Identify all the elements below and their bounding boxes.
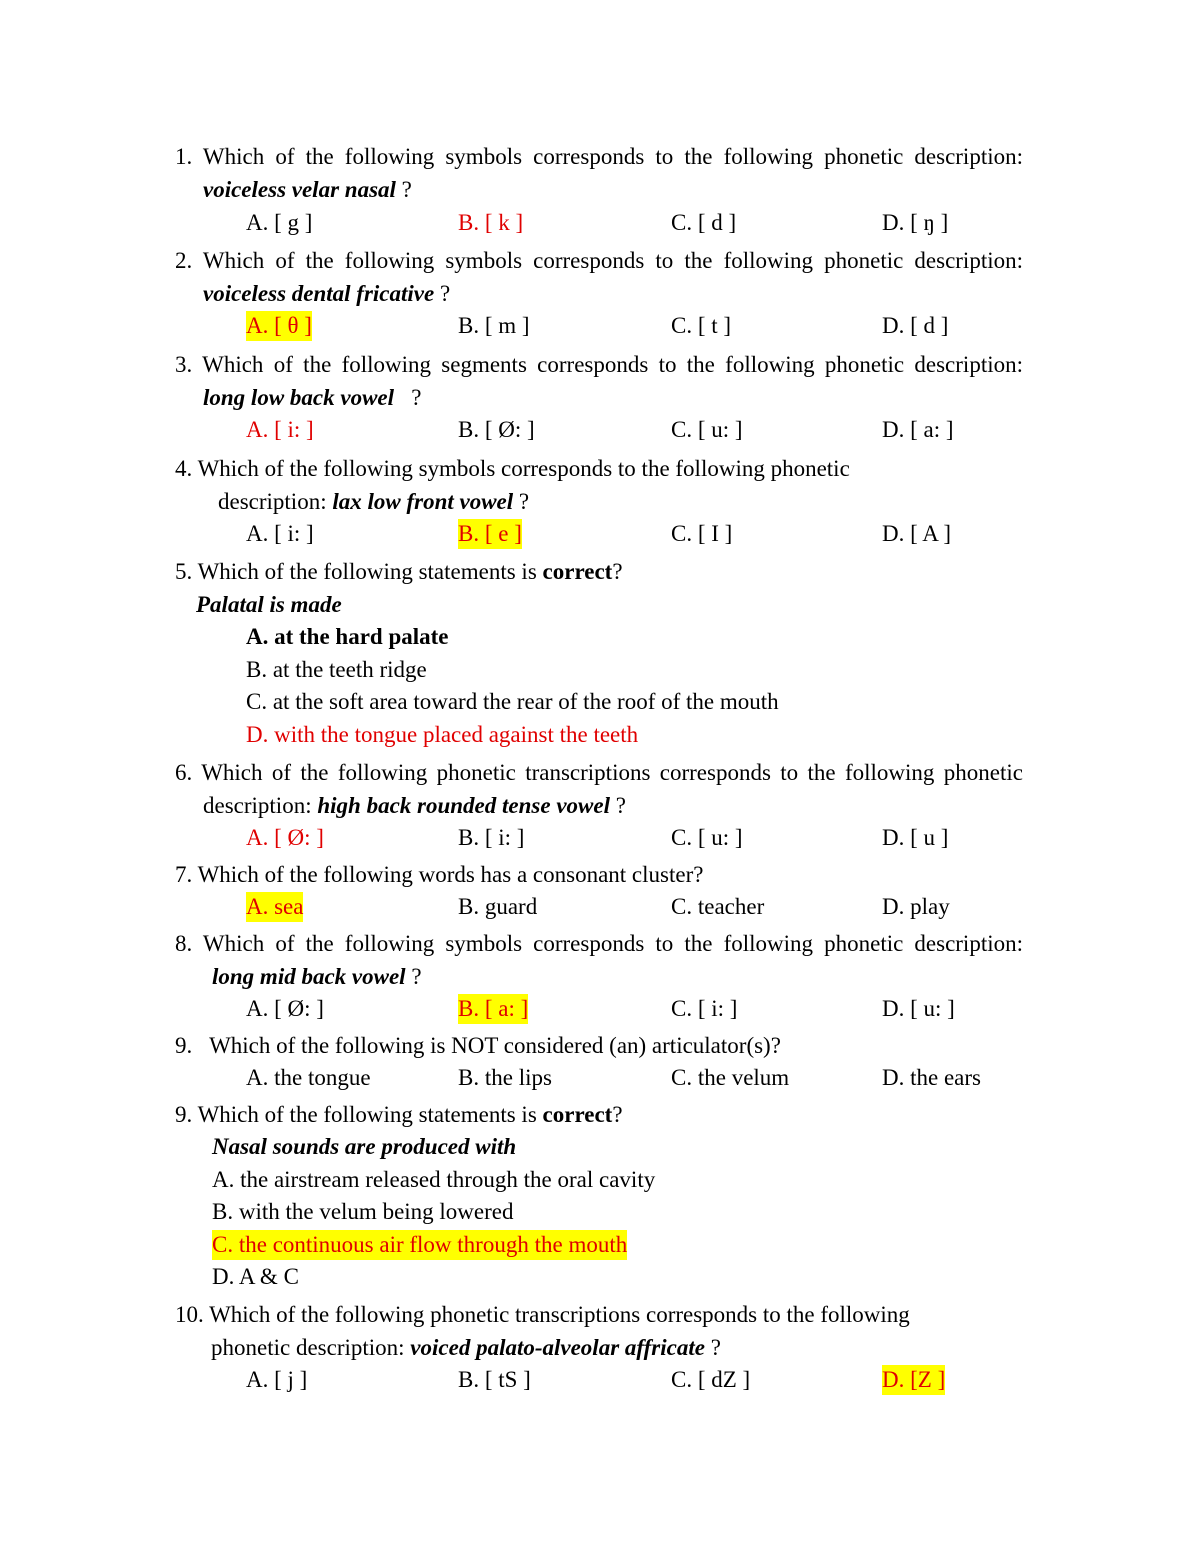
question-7-option-d: D. play [882, 894, 950, 919]
question-10-option-b: B. [ tS ] [458, 1367, 531, 1392]
question-4-stem: 4. Which of the following symbols corresponds to the following phonetic [175, 456, 850, 481]
question-5-choice-a: A. at the hard palate [246, 624, 449, 649]
question-9b-choice-c: C. the continuous air flow through the mouth [212, 1230, 627, 1260]
question-1-option-a: A. [ g ] [246, 210, 313, 235]
question-9-option-b: B. the lips [458, 1065, 552, 1090]
question-9-option-d: D. the ears [882, 1065, 981, 1090]
question-9b-choice-a: A. the airstream released through the oral cavity [212, 1167, 656, 1192]
question-6-option-a: A. [ Ø: ] [246, 825, 324, 850]
question-3-option-c: C. [ u: ] [671, 417, 743, 442]
question-2-option-d: D. [ d ] [882, 313, 949, 338]
question-6-option-d: D. [ u ] [882, 825, 949, 850]
question-8-option-d: D. [ u: ] [882, 996, 955, 1021]
question-5-stem: 5. Which of the following statements is correct? [175, 559, 623, 584]
question-4-option-c: C. [ I ] [671, 521, 733, 546]
question-3-option-a: A. [ i: ] [246, 417, 314, 442]
question-4-option-a: A. [ i: ] [246, 521, 314, 546]
question-4-option-d: D. [ A ] [882, 521, 951, 546]
question-8-option-c: C. [ i: ] [671, 996, 738, 1021]
question-10-option-c: C. [ dZ ] [671, 1367, 751, 1392]
question-6-description: description: high back rounded tense vowel ? [203, 793, 626, 818]
question-9b-choice-b: B. with the velum being lowered [212, 1199, 514, 1224]
question-1-description: voiceless velar nasal ? [203, 177, 412, 202]
question-7-option-c: C. teacher [671, 894, 765, 919]
question-7-option-a: A. sea [246, 892, 303, 922]
question-6-option-c: C. [ u: ] [671, 825, 743, 850]
question-1-option-b: B. [ k ] [458, 210, 524, 235]
question-8-option-b: B. [ a: ] [458, 994, 528, 1024]
question-2-option-c: C. [ t ] [671, 313, 732, 338]
question-7-option-b: B. guard [458, 894, 538, 919]
question-9-option-c: C. the velum [671, 1065, 790, 1090]
question-1-option-c: C. [ d ] [671, 210, 737, 235]
question-8-description: long mid back vowel ? [212, 964, 422, 989]
question-2-stem: 2. Which of the following symbols corresponds to the following phonetic description: [175, 248, 1023, 273]
question-8-stem: 8. Which of the following symbols corresponds to the following phonetic description: [175, 931, 1023, 956]
question-9-option-a: A. the tongue [246, 1065, 371, 1090]
question-1-option-d: D. [ ŋ ] [882, 210, 949, 235]
question-1-stem: 1. Which of the following symbols corresponds to the following phonetic description: [175, 144, 1023, 169]
question-10-option-a: A. [ j ] [246, 1367, 308, 1392]
question-7-stem: 7. Which of the following words has a consonant cluster? [175, 862, 704, 887]
question-8-option-a: A. [ Ø: ] [246, 996, 324, 1021]
question-2-option-b: B. [ m ] [458, 313, 530, 338]
question-6-option-b: B. [ i: ] [458, 825, 525, 850]
question-4-option-b: B. [ e ] [458, 519, 522, 549]
question-5-choice-d: D. with the tongue placed against the teeth [246, 722, 639, 747]
question-5-lead: Palatal is made [196, 592, 342, 617]
question-9b-stem: 9. Which of the following statements is correct? [175, 1102, 623, 1127]
question-5-choice-b: B. at the teeth ridge [246, 657, 427, 682]
question-10-description: phonetic description: voiced palato-alveolar affricate ? [211, 1335, 721, 1360]
question-9b-choice-d: D. A & C [212, 1264, 299, 1289]
question-2-option-a: A. [ θ ] [246, 311, 312, 341]
question-4-description: description: lax low front vowel ? [218, 489, 530, 514]
question-10-stem: 10. Which of the following phonetic transcriptions corresponds to the following [175, 1302, 910, 1327]
question-3-option-b: B. [ Ø: ] [458, 417, 535, 442]
question-9-stem: 9. Which of the following is NOT considered (an) articulator(s)? [175, 1033, 781, 1058]
question-3-description: long low back vowel ? [203, 385, 422, 410]
question-6-stem: 6. Which of the following phonetic transcriptions corresponds to the following phonetic [175, 760, 1023, 785]
question-2-description: voiceless dental fricative ? [203, 281, 451, 306]
question-3-stem: 3. Which of the following segments corresponds to the following phonetic description: [175, 352, 1023, 377]
question-10-option-d: D. [Z ] [882, 1365, 945, 1395]
question-5-choice-c: C. at the soft area toward the rear of the roof of the mouth [246, 689, 779, 714]
question-3-option-d: D. [ a: ] [882, 417, 954, 442]
question-9b-lead: Nasal sounds are produced with [212, 1134, 517, 1159]
